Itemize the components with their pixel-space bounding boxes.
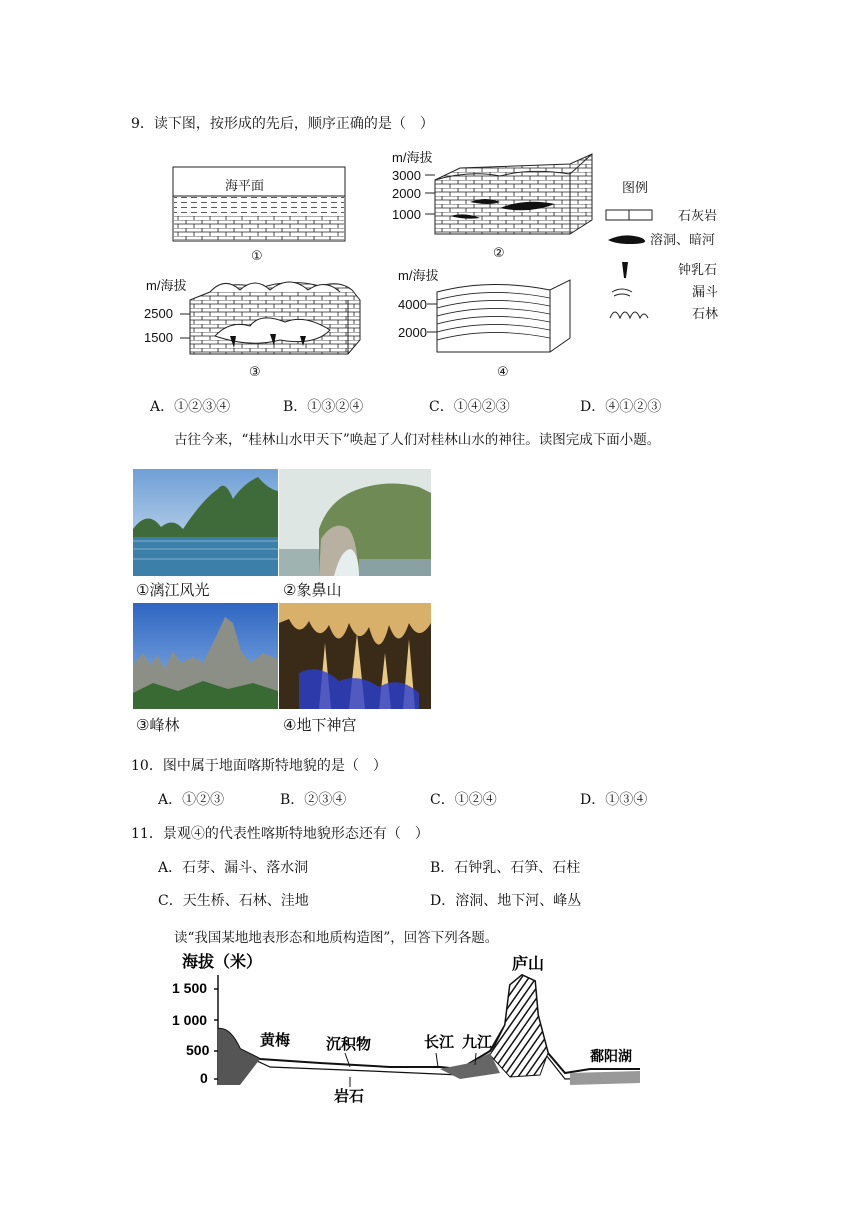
caption-peak-forest: ③峰林 bbox=[136, 717, 180, 734]
q9-option-b[interactable]: B．①③②④ bbox=[283, 399, 364, 415]
caption-li-river: ①漓江风光 bbox=[136, 582, 210, 599]
q10-option-b[interactable]: B．②③④ bbox=[280, 792, 347, 808]
p4-tick-4000: 4000 bbox=[398, 297, 427, 312]
p3-tick-2500: 2500 bbox=[144, 306, 173, 321]
label-lushan: 庐山 bbox=[512, 956, 545, 973]
q9-option-c[interactable]: C．①④②③ bbox=[429, 399, 510, 415]
photo-underground-palace bbox=[279, 603, 431, 709]
q11-option-b[interactable]: B．石钟乳、石笋、石柱 bbox=[430, 860, 581, 876]
photo-elephant-trunk-hill bbox=[279, 469, 431, 576]
q9-option-a[interactable]: A．①②③④ bbox=[150, 399, 231, 415]
p3-tick-1500: 1500 bbox=[144, 330, 173, 345]
q11-stem: 11．景观④的代表性喀斯特地貌形态还有（ ） bbox=[131, 826, 429, 842]
p3-unit: m/海拔 bbox=[146, 278, 187, 293]
photo-li-river bbox=[133, 469, 278, 576]
p4-tick-2000: 2000 bbox=[398, 325, 427, 340]
q10-option-c[interactable]: C．①②④ bbox=[430, 792, 497, 808]
label-rock: 岩石 bbox=[334, 1088, 365, 1105]
panel-1-number: ① bbox=[251, 248, 263, 263]
sea-level-label: 海平面 bbox=[225, 178, 265, 193]
p2-tick-1000: 1000 bbox=[392, 207, 421, 222]
panel-2-number: ② bbox=[493, 245, 505, 260]
caption-elephant-trunk-hill: ②象鼻山 bbox=[283, 582, 342, 599]
q11-option-c[interactable]: C．天生桥、石林、洼地 bbox=[158, 893, 309, 909]
q11-option-a[interactable]: A．石芽、漏斗、落水洞 bbox=[158, 860, 309, 876]
legend-stone-forest: 石林 bbox=[692, 306, 719, 321]
label-huangmei: 黄梅 bbox=[260, 1032, 291, 1049]
caption-underground-palace: ④地下神宫 bbox=[283, 717, 357, 734]
p2-unit: m/海拔 bbox=[392, 150, 433, 165]
ytick-500: 500 bbox=[186, 1042, 210, 1058]
legend-stone-forest-symbol bbox=[610, 312, 648, 318]
legend-limestone: 石灰岩 bbox=[678, 208, 718, 223]
profile-intro: 读“我国某地地表形态和地质构造图”，回答下列各题。 bbox=[174, 930, 499, 946]
ytick-1000: 1 000 bbox=[172, 1012, 208, 1028]
panel-2-caves bbox=[392, 150, 592, 260]
ytick-1500: 1 500 bbox=[172, 980, 208, 996]
label-yangtze: 长江 bbox=[424, 1034, 455, 1051]
panel-4-number: ④ bbox=[497, 364, 509, 379]
legend bbox=[606, 180, 718, 321]
legend-cave: 溶洞、暗河 bbox=[650, 232, 716, 247]
legend-cave-symbol bbox=[608, 235, 645, 244]
panel-3-karst bbox=[144, 278, 360, 379]
legend-title: 图例 bbox=[622, 180, 649, 195]
q11-option-d[interactable]: D．溶洞、地下河、峰丛 bbox=[430, 893, 582, 909]
legend-stalactite: 钟乳石 bbox=[678, 262, 718, 277]
label-poyang-lake: 鄱阳湖 bbox=[590, 1048, 632, 1064]
q9-karst-diagram bbox=[130, 140, 740, 385]
panel-1-sea bbox=[173, 167, 345, 263]
ytick-0: 0 bbox=[200, 1070, 208, 1086]
q10-option-a[interactable]: A．①②③ bbox=[158, 792, 225, 808]
profile-ylabel: 海拔（米） bbox=[182, 954, 263, 971]
guilin-intro: 古往今来，“桂林山水甲天下”唤起了人们对桂林山水的神往。读图完成下面小题。 bbox=[174, 432, 661, 448]
p4-unit: m/海拔 bbox=[398, 268, 439, 283]
legend-funnel: 漏斗 bbox=[692, 284, 719, 299]
terrain-profile bbox=[170, 945, 660, 1110]
p2-tick-3000: 3000 bbox=[392, 168, 421, 183]
q10-option-d[interactable]: D．①③④ bbox=[580, 792, 648, 808]
label-jiujiang: 九江 bbox=[462, 1034, 493, 1051]
photo-peak-forest bbox=[133, 603, 278, 709]
label-sediment: 沉积物 bbox=[326, 1036, 372, 1053]
q9-stem: 9．读下图，按形成的先后，顺序正确的是（ ） bbox=[131, 116, 434, 132]
legend-stalactite-symbol bbox=[622, 262, 628, 278]
p2-tick-2000: 2000 bbox=[392, 186, 421, 201]
q9-option-d[interactable]: D．④①②③ bbox=[580, 399, 662, 415]
panel-3-number: ③ bbox=[249, 364, 261, 379]
q10-stem: 10．图中属于地面喀斯特地貌的是（ ） bbox=[131, 758, 387, 774]
legend-funnel-symbol bbox=[612, 289, 632, 296]
panel-4-folded bbox=[398, 268, 570, 379]
